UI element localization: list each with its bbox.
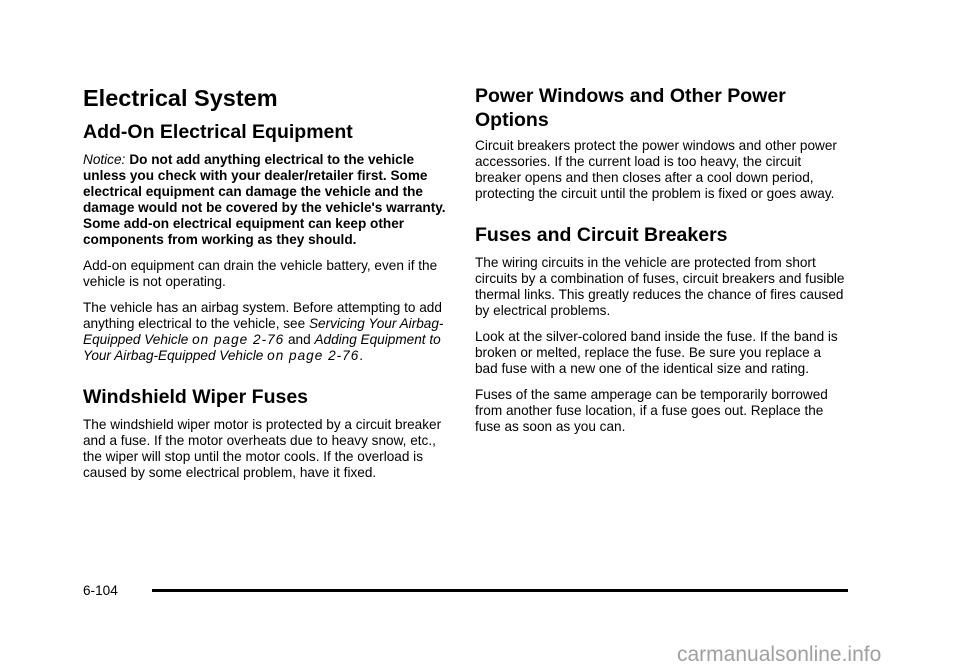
right-column [475,84,847,445]
heading-windshield-wiper-fuses: Windshield Wiper Fuses [83,386,309,408]
notice-text: Do not add anything electrical to the vehicle unless you check with your dealer/retailer first. Some electrical equipment can damage the vehicle and the damage would not be covered by the vehicle's warranty. Some add-on electrical equipment can keep other components from working as they should. [83,152,446,247]
paragraph [83,300,455,364]
text: The vehicle has an airbag system. Before attempting to add anything electrical to the vehicle, see [83,300,442,331]
cross-reference-link[interactable]: Adding Equipment to Your Airbag-Equipped Vehicle [83,332,441,363]
paragraph: Circuit breakers protect the power windows and other power accessories. If the current load is too heavy, the circuit breaker opens and then closes after a cool down period, protecting the circuit until the problem is fixed or goes away. [475,138,837,201]
page-number: 6-104 [83,583,118,598]
text: and [284,332,315,347]
heading-power-windows: Power Windows and Other Power Options [475,85,786,131]
notice-paragraph [83,152,455,248]
heading-add-on-equipment: Add-On Electrical Equipment [83,121,353,143]
notice-label: Notice: [83,152,126,167]
paragraph: Fuses of the same amperage can be temporarily borrowed from another fuse location, if a fuse goes out. Replace the fuse as soon as you can. [475,387,828,434]
footer-rule [152,589,848,592]
left-column [83,84,455,491]
paragraph: The windshield wiper motor is protected by a circuit breaker and a fuse. If the motor overheats due to heavy snow, etc., the wiper will stop until the motor cools. If the overload is caused by some electrical problem, have it fixed. [83,417,442,480]
paragraph: The wiring circuits in the vehicle are protected from short circuits by a combination of fuses, circuit breakers and fusible thermal links. This greatly reduces the chance of fires caused by electrical problems. [475,255,845,318]
text: . [359,348,364,363]
page-reference[interactable]: on page 2-76 [192,332,285,347]
page-reference[interactable]: on page 2-76 [267,348,360,363]
cross-reference-link[interactable]: Servicing Your Airbag-Equipped Vehicle [83,316,444,347]
paragraph: Look at the silver-colored band inside the fuse. If the band is broken or melted, replace the fuse. Be sure you replace a bad fuse with a new one of the identical size and rating. [475,329,838,376]
paragraph: Add-on equipment can drain the vehicle battery, even if the vehicle is not operating. [83,258,438,289]
heading-fuses-circuit-breakers: Fuses and Circuit Breakers [475,224,728,246]
page-title: Electrical System [83,85,278,111]
watermark: carmanualsonline.info [677,643,882,666]
